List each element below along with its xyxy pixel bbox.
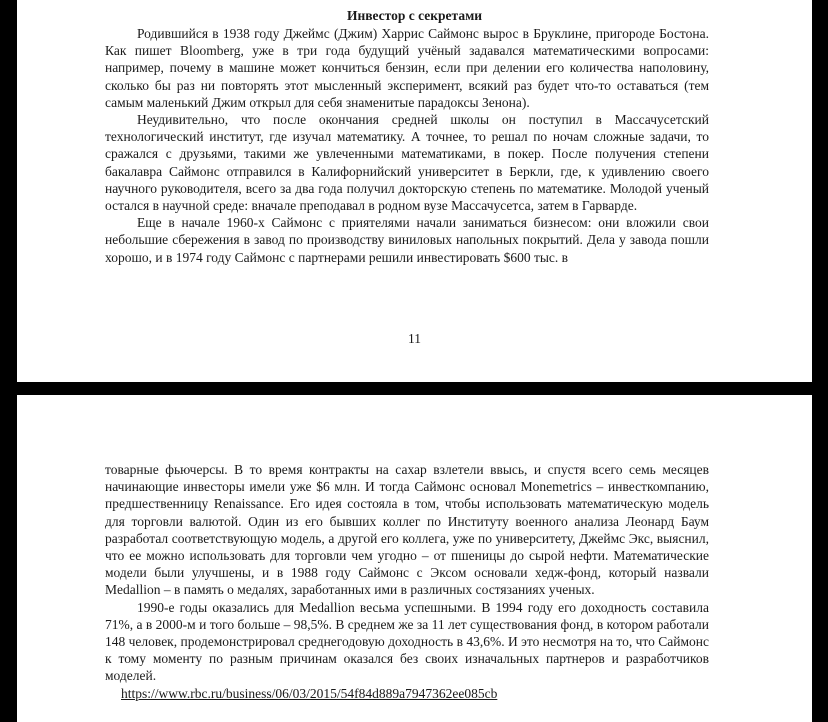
source-link-line [105,685,709,702]
document-page-bottom [17,395,812,722]
source-link[interactable]: https://www.rbc.ru/business/06/03/2015/54f84d889a7947362ee085cb [121,685,498,701]
page-top-body [105,25,709,266]
article-title: Инвестор с секретами [346,8,483,23]
page-number: 11 [408,331,421,346]
paragraph-medallion: 1990-е годы оказались для Medallion весьма успешными. В 1994 году его доходность составила 71%, а в 2000-м и того больше – 98,5%. В среднем же за 11 лет существования фонд, в котором работали 148 человек, продемонстрировал среднегодовую доходность в 43,6%. И это несмотря на то, что Саймонс к тому моменту по разным причинам оказался без своих изначальных партнеров и разработчиков моделей. [105,599,709,684]
paragraph-futures: товарные фьючерсы. В то время контракты на сахар взлетели ввысь, и спустя всего семь месяцев начинающие инвесторы имели уже $6 млн. И тогда Саймонс основал Monemetrics – инвесткомпанию, предшественницу Renaissance. Его идея состояла в том, чтобы использовать математическую модель для торговли валютой. Один из его бывших коллег по Институту военного анализа Леонард Баум разработал соответствующую модель, а другой его коллега, уже по университету, Джеймс Экс, выяснил, что ее можно использовать для торговли чем угодно – от пшеницы до сырой нефти. Математические модели были улучшены, и в 1988 году Саймонс с Эксом основали хедж-фонд, который назвали Medallion – в память о медалях, заработанных ими в различных состязаниях ученых. [105,462,709,598]
document-page-top [17,0,812,382]
paragraph-childhood: Родившийся в 1938 году Джеймс (Джим) Харрис Саймонс вырос в Бруклине, пригороде Бостона. Как пишет Bloomberg, уже в три года будущий учёный задавался математическими вопросами: например, почему в машине может кончиться бензин, если при делении его количества наполовину, сколько бы раз ни повторять этот мысленный эксперимент, всякий раз будет что-то оставаться (тем самым маленький Джим открыл для себя знаменитые парадоксы Зенона). [105,26,709,110]
paragraph-business-start: Еще в начале 1960-х Саймонс с приятелями начали заниматься бизнесом: они вложили свои небольшие сбережения в завод по производству виниловых напольных покрытий. Дела у завода пошли хорошо, и в 1974 году Саймонс с партнерами решили инвестировать $600 тыс. в [105,215,709,265]
page-bottom-body [105,461,709,702]
paragraph-education: Неудивительно, что после окончания средней школы он поступил в Массачусетский технологический институт, где изучал математику. А точнее, то решал по ночам сложные задачи, то сражался с друзьями, такими же увлеченными математиками, в покер. После получения степени бакалавра Саймонс отправился в Калифорнийский университет в Беркли, где, к удивлению своего научного руководителя, всего за два года получил докторскую степень по математике. Молодой ученый остался в научной среде: вначале преподавал в родном вузе Массачусетса, затем в Гарварде. [105,112,709,214]
